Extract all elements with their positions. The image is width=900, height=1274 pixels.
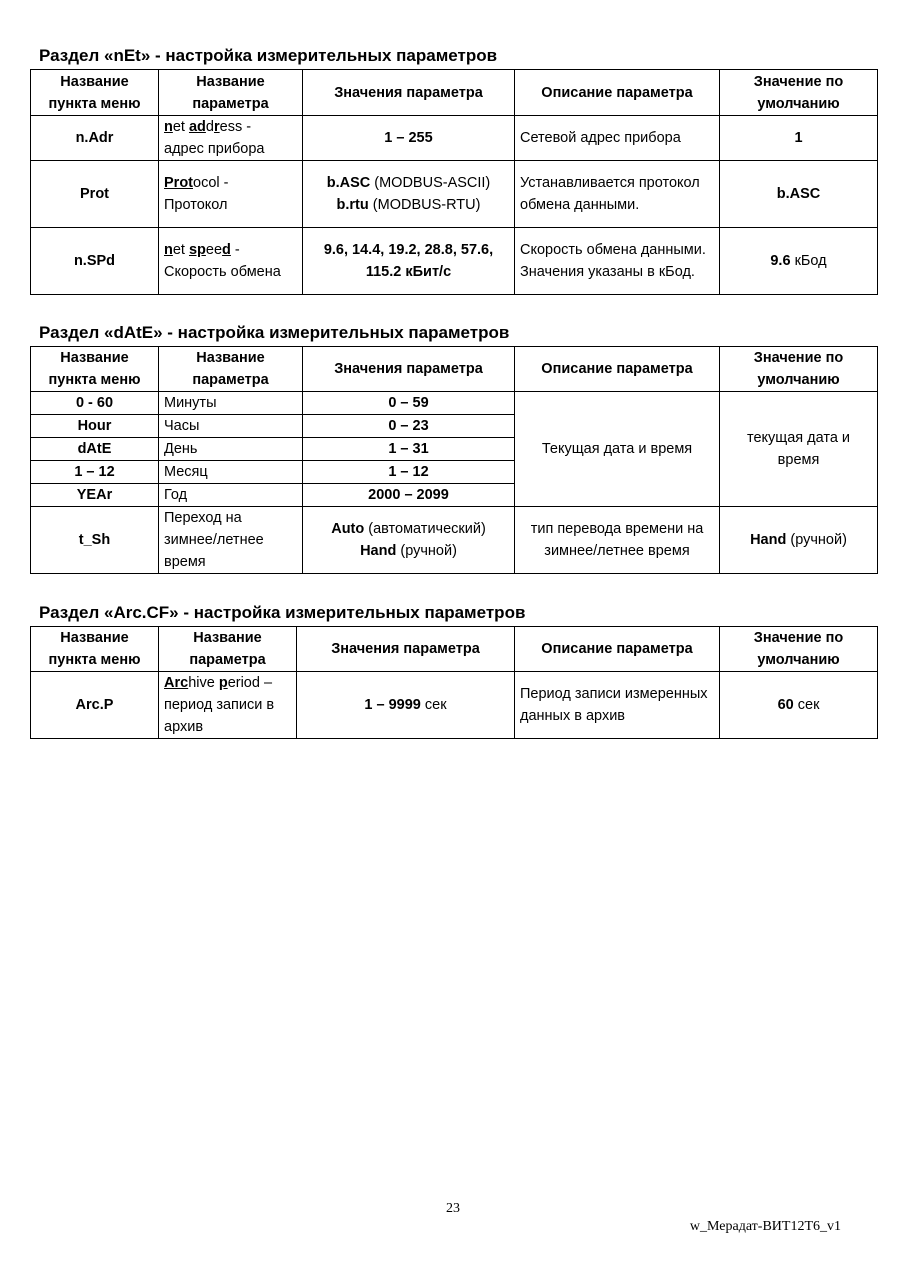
values-cell: 1 – 12 <box>303 461 515 484</box>
header-param-name: Название параметра <box>159 70 303 116</box>
description-cell-merged: Текущая дата и время <box>515 392 720 507</box>
page-number: 23 <box>446 1201 460 1216</box>
table-row <box>31 116 878 161</box>
description-cell: Период записи измеренных данных в архив <box>515 672 720 739</box>
param-name-ru: Протокол <box>164 197 228 213</box>
net-parameters-table <box>30 69 878 295</box>
values-cell: 1 – 9999 сек <box>297 672 515 739</box>
menu-item-cell: t_Sh <box>31 507 159 574</box>
values-cell: 9.6, 14.4, 19.2, 28.8, 57.6, 115.2 кБит/с <box>303 228 515 295</box>
section-title-arc: Раздел «Arc.CF» - настройка измерительных параметров <box>39 603 526 622</box>
menu-item-cell: n.SPd <box>31 228 159 295</box>
param-name-cell: Переход на зимнее/летнее время <box>159 507 303 574</box>
header-values: Значения параметра <box>303 347 515 392</box>
date-parameters-table <box>30 346 878 574</box>
header-default: Значение по умолчанию <box>720 627 878 672</box>
menu-item-cell: n.Adr <box>31 116 159 161</box>
values-cell: 1 – 31 <box>303 438 515 461</box>
menu-item-cell: 1 – 12 <box>31 461 159 484</box>
description-cell: Устанавливается протокол обмена данными. <box>515 161 720 228</box>
param-name-ru: адрес прибора <box>164 141 265 157</box>
arc-parameters-table <box>30 626 878 739</box>
default-cell-merged: текущая дата и время <box>720 392 878 507</box>
menu-item-cell: 0 - 60 <box>31 392 159 415</box>
description-cell: Скорость обмена данными. Значения указаны в кБод. <box>515 228 720 295</box>
param-name-en: Archive period – <box>164 675 273 691</box>
table-header-row <box>31 627 878 672</box>
header-description: Описание параметра <box>515 70 720 116</box>
param-name-ru: Скорость обмена <box>164 264 281 280</box>
table-header-row <box>31 70 878 116</box>
default-cell: Hand (ручной) <box>720 507 878 574</box>
section-title-date: Раздел «dAtE» - настройка измерительных параметров <box>39 323 510 342</box>
header-menu-item: Название пункта меню <box>31 70 159 116</box>
menu-item-cell: Prot <box>31 161 159 228</box>
table-row <box>31 228 878 295</box>
param-name-cell <box>159 116 303 161</box>
menu-item-cell: YEAr <box>31 484 159 507</box>
header-param-name: Название параметра <box>159 347 303 392</box>
header-values: Значения параметра <box>303 70 515 116</box>
header-default: Значение по умолчанию <box>720 347 878 392</box>
description-cell: Сетевой адрес прибора <box>515 116 720 161</box>
header-param-name: Название параметра <box>159 627 297 672</box>
header-values: Значения параметра <box>297 627 515 672</box>
header-description: Описание параметра <box>515 627 720 672</box>
header-description: Описание параметра <box>515 347 720 392</box>
param-name-cell: Минуты <box>159 392 303 415</box>
values-cell: 0 – 59 <box>303 392 515 415</box>
table-row <box>31 392 878 415</box>
menu-item-cell: Arc.P <box>31 672 159 739</box>
table-header-row <box>31 347 878 392</box>
description-cell: тип перевода времени на зимнее/летнее время <box>515 507 720 574</box>
values-cell: Auto (автоматический) Hand (ручной) <box>303 507 515 574</box>
menu-item-cell: dAtE <box>31 438 159 461</box>
param-name-cell: Месяц <box>159 461 303 484</box>
default-cell: 1 <box>720 116 878 161</box>
values-cell: 2000 – 2099 <box>303 484 515 507</box>
param-name-en: net address - <box>164 119 252 135</box>
param-name-cell <box>159 672 297 739</box>
values-cell: b.ASC (MODBUS-ASCII) b.rtu (MODBUS-RTU) <box>303 161 515 228</box>
table-row <box>31 672 878 739</box>
document-id: w_Мерадат-ВИТ12Т6_v1 <box>689 1219 841 1234</box>
param-name-en: net speed - <box>164 242 240 258</box>
values-cell: 0 – 23 <box>303 415 515 438</box>
values-cell: 1 – 255 <box>303 116 515 161</box>
param-name-en: Protocol - <box>164 175 229 191</box>
param-name-cell <box>159 228 303 295</box>
param-name-cell <box>159 161 303 228</box>
header-menu-item: Название пункта меню <box>31 627 159 672</box>
param-name-cell: День <box>159 438 303 461</box>
default-cell: 9.6 кБод <box>720 228 878 295</box>
menu-item-cell: Hour <box>31 415 159 438</box>
header-default: Значение по умолчанию <box>720 70 878 116</box>
section-title-net: Раздел «nEt» - настройка измерительных параметров <box>39 46 498 65</box>
param-name-cell: Часы <box>159 415 303 438</box>
table-row <box>31 507 878 574</box>
header-menu-item: Название пункта меню <box>31 347 159 392</box>
param-name-cell: Год <box>159 484 303 507</box>
default-cell: b.ASC <box>720 161 878 228</box>
default-cell: 60 сек <box>720 672 878 739</box>
table-row <box>31 161 878 228</box>
param-name-ru: период записи в архив <box>164 697 275 735</box>
